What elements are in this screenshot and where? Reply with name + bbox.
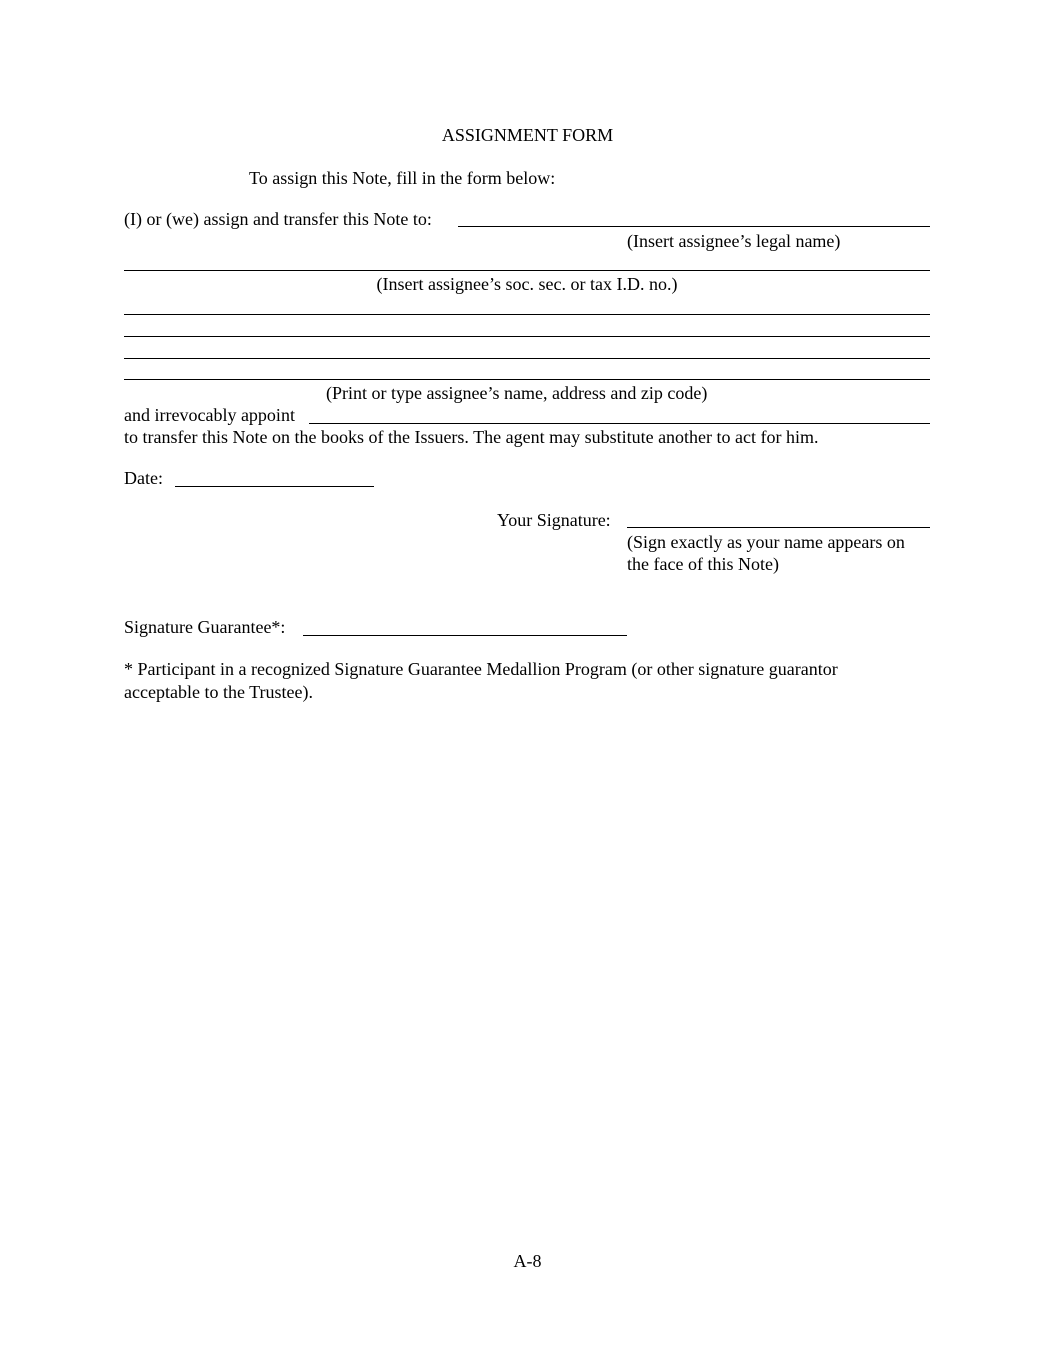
address-field-line-1[interactable] bbox=[124, 314, 930, 315]
signature-caption-line-1: (Sign exactly as your name appears on bbox=[627, 532, 905, 552]
intro-text: To assign this Note, fill in the form below: bbox=[249, 168, 556, 188]
address-caption: (Print or type assignee’s name, address and zip code) bbox=[326, 383, 708, 403]
legal-name-caption: (Insert assignee’s legal name) bbox=[627, 231, 841, 251]
agent-name-field[interactable] bbox=[309, 423, 930, 424]
address-field-line-4[interactable] bbox=[124, 379, 930, 380]
transfer-text: to transfer this Note on the books of the Issuers. The agent may substitute another to act for him. bbox=[124, 427, 819, 447]
form-title: ASSIGNMENT FORM bbox=[441, 125, 614, 145]
assignee-legal-name-field[interactable] bbox=[458, 226, 930, 227]
address-field-line-2[interactable] bbox=[124, 336, 930, 337]
date-field[interactable] bbox=[175, 486, 374, 487]
assign-label: (I) or (we) assign and transfer this Note to: bbox=[124, 209, 432, 229]
tax-id-caption: (Insert assignee’s soc. sec. or tax I.D. no.) bbox=[376, 274, 678, 294]
signature-caption-line-2: the face of this Note) bbox=[627, 554, 779, 574]
page-number: A-8 bbox=[513, 1251, 542, 1271]
date-label: Date: bbox=[124, 468, 163, 488]
address-field-line-3[interactable] bbox=[124, 358, 930, 359]
signature-field[interactable] bbox=[627, 527, 930, 528]
signature-label: Your Signature: bbox=[497, 510, 611, 530]
signature-guarantee-field[interactable] bbox=[303, 635, 627, 636]
appoint-label: and irrevocably appoint bbox=[124, 405, 295, 425]
guarantee-label: Signature Guarantee*: bbox=[124, 617, 286, 637]
footnote-line-1: * Participant in a recognized Signature Guarantee Medallion Program (or other signature guarantor bbox=[124, 659, 838, 679]
footnote-line-2: acceptable to the Trustee). bbox=[124, 682, 313, 702]
assignee-tax-id-field[interactable] bbox=[124, 270, 930, 271]
